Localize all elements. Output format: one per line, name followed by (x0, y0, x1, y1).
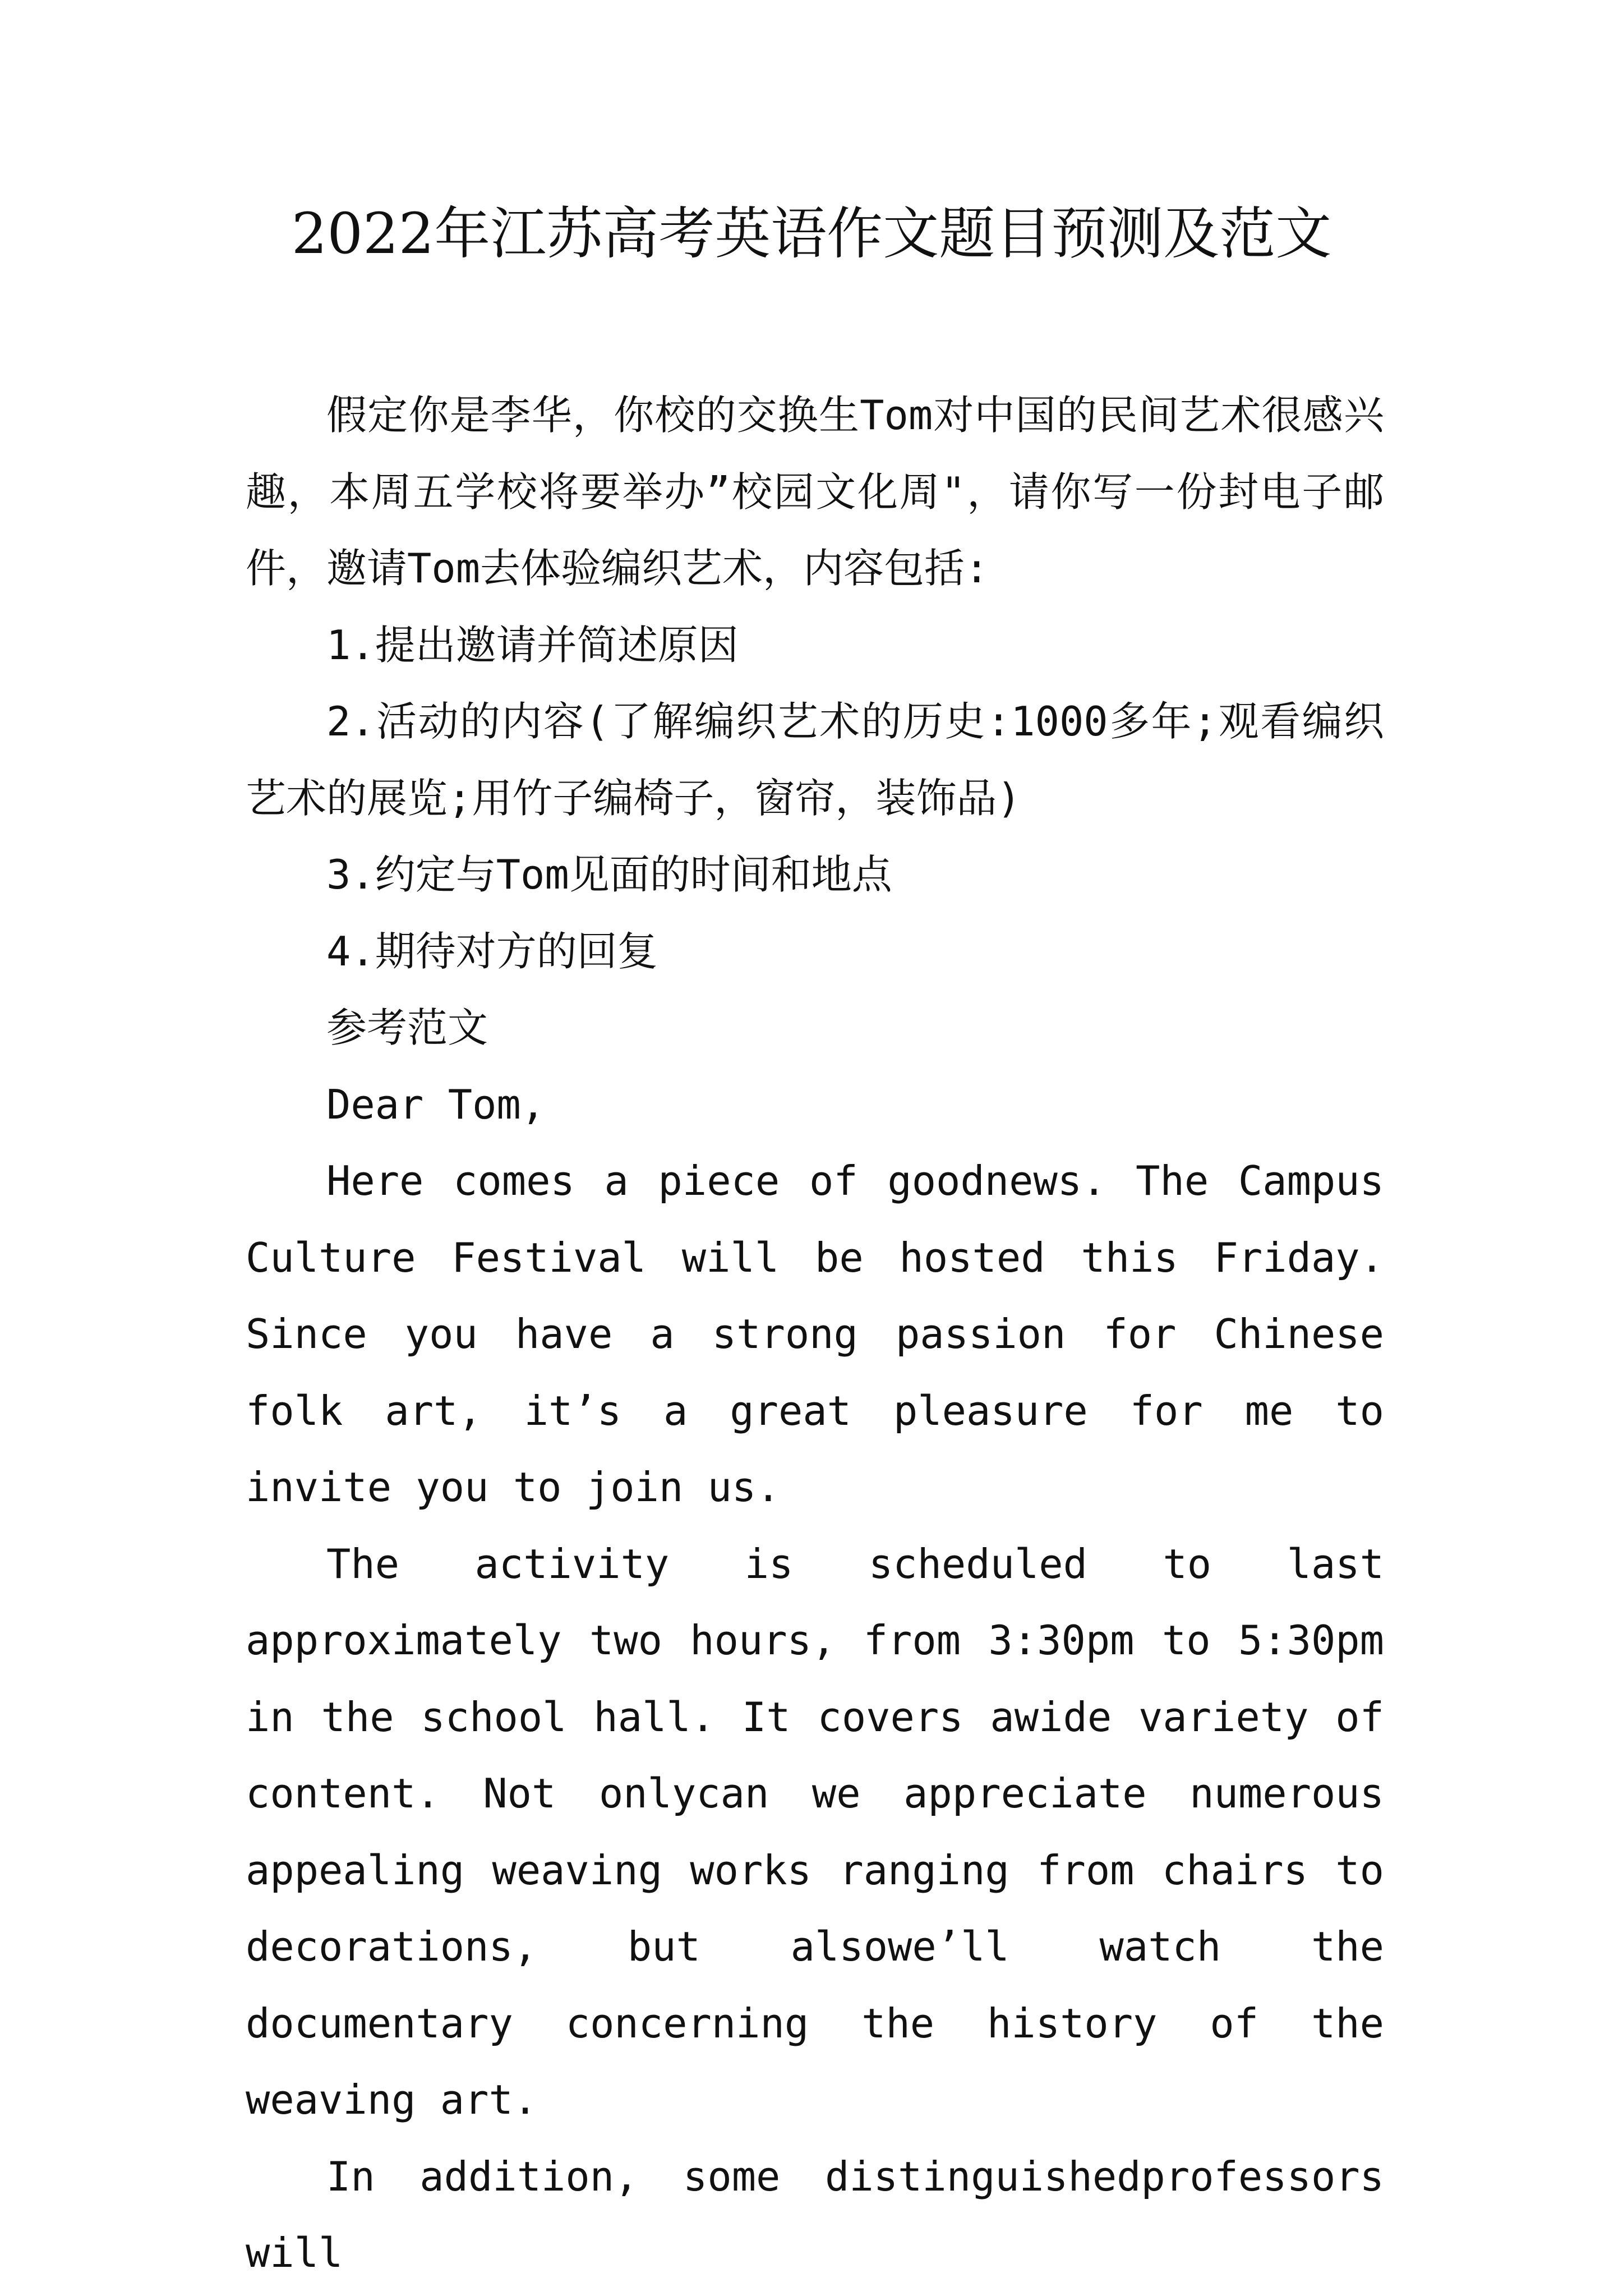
letter-salutation: Dear Tom, (326, 1080, 546, 1128)
task-item-1: 1.提出邀请并简述原因 (326, 621, 739, 669)
sample-heading: 参考范文 (326, 1004, 488, 1051)
document-title: 2022年江苏高考英语作文题目预测及范文 (291, 201, 1332, 266)
task-item-2: 2.活动的内容(了解编织艺术的历史:1000多年;观看编织艺术的展览;用竹子编椅子，窗帘，装饰品) (246, 698, 1384, 822)
document-body (246, 377, 1384, 2292)
task-item-3: 3.约定与Tom见面的时间和地点 (326, 851, 892, 898)
letter-paragraph-2: The activity is scheduled to last approximately two hours, from 3:30pm to 5:30pm in the school hall. It covers awide variety of content. Not onlycan we appreciate numerous appealing weaving works ranging from chairs to decorations, but alsowe’ll watch the documentary concerning the history of the weaving art. (246, 1540, 1384, 2123)
letter-paragraph-3: In addition, some distinguishedprofessors will (246, 2152, 1384, 2276)
task-prompt: 假定你是李华，你校的交换生Tom对中国的民间艺术很感兴趣，本周五学校将要举办”校园文化周"，请你写一份封电子邮件，邀请Tom去体验编织艺术，内容包括: (246, 392, 1384, 592)
task-item-4: 4.期待对方的回复 (326, 927, 658, 975)
letter-paragraph-1: Here comes a piece of goodnews. The Campus Culture Festival will be hosted this Friday. Since you have a strong passion for Chinese folk art, it’s a great pleasure for me to invite you to join us. (246, 1157, 1384, 1511)
